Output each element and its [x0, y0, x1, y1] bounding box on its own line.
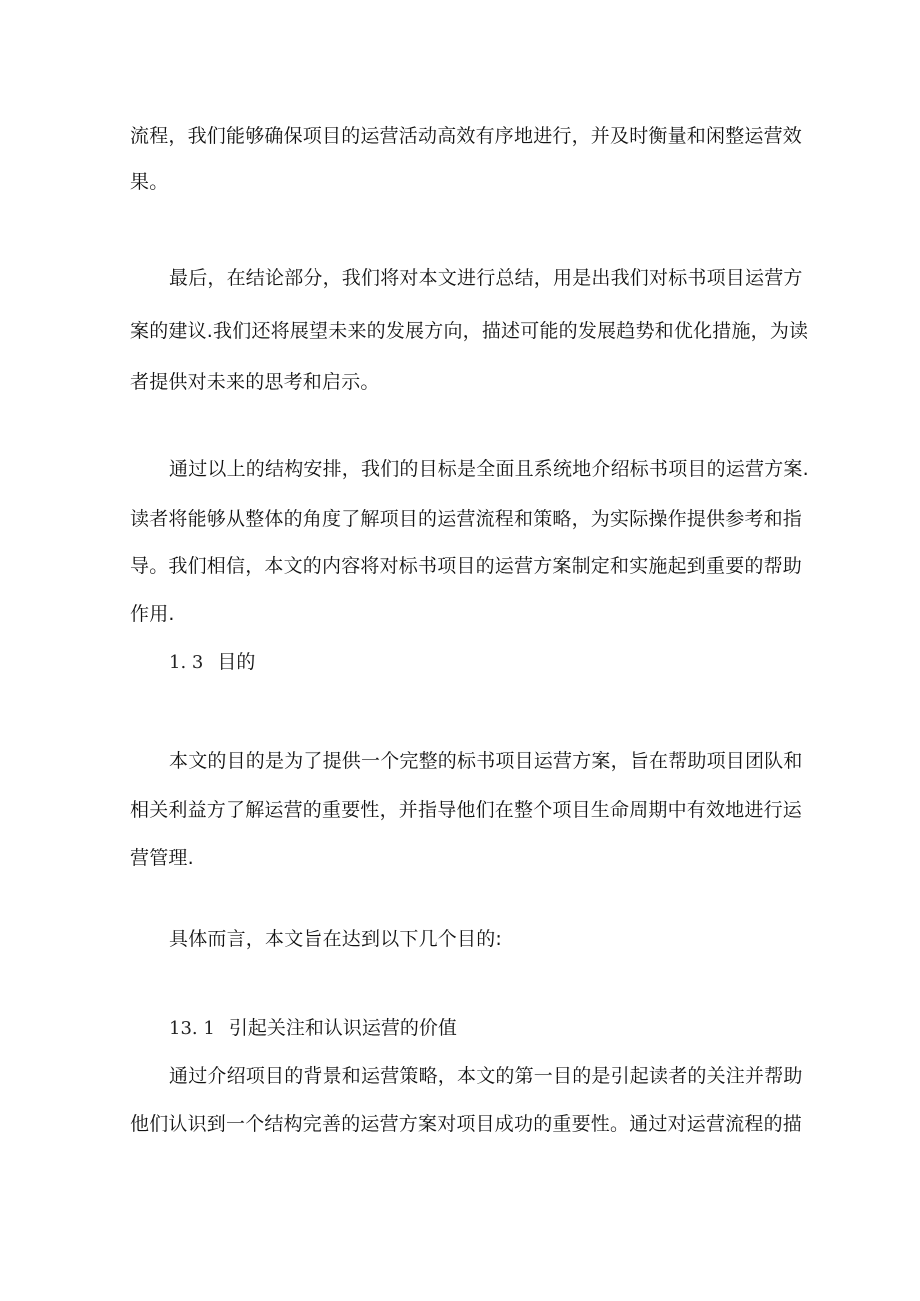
paragraph-line: 案的建议.我们还将展望未来的发展方向，描述可能的发展趋势和优化措施，为读 [130, 320, 809, 342]
section-heading [169, 649, 255, 676]
paragraph-line: 者提供对未来的思考和启示。 [130, 371, 380, 393]
paragraph-line: 具体而言，本文旨在达到以下几个目的: [169, 928, 503, 950]
paragraph-line: 流程，我们能够确保项目的运营活动高效有序地进行，并及时衡量和闲整运营效 [130, 125, 803, 147]
paragraph-line: 本文的目的是为了提供一个完整的标书项目运营方案，旨在帮助项目团队和 [169, 750, 803, 772]
paragraph-line: 通过以上的结构安排，我们的目标是全面且系统地介绍标书项目的运营方案. [169, 458, 809, 480]
paragraph-line: 他们认识到一个结构完善的运营方案对项目成功的重要性。通过对运营流程的描 [130, 1113, 803, 1135]
paragraph-line: 读者将能够从整体的角度了解项目的运营流程和策略，为实际操作提供参考和指 [130, 508, 803, 530]
paragraph-line: 导。我们相信，本文的内容将对标书项目的运营方案制定和实施起到重要的帮助 [130, 555, 803, 577]
paragraph-line: 作用. [130, 603, 175, 625]
section-heading [169, 1015, 457, 1042]
section-number: 1. 3 [169, 652, 204, 673]
paragraph-line: 营管理. [130, 847, 194, 869]
paragraph-line: 最后，在结论部分，我们将对本文进行总结，用是出我们对标书项目运营方 [169, 267, 803, 289]
paragraph-line: 果。 [130, 171, 169, 193]
section-title: 引起关注和认识运营的价值 [228, 1017, 457, 1039]
paragraph-line: 相关利益方了解运营的重要性，并指导他们在整个项目生命周期中有效地进行运 [130, 799, 803, 821]
section-number: 13. 1 [169, 1018, 215, 1039]
section-title: 目的 [217, 651, 256, 673]
paragraph-line: 通过介绍项目的背景和运营策略，本文的第一目的是引起读者的关注并帮助 [169, 1065, 803, 1087]
